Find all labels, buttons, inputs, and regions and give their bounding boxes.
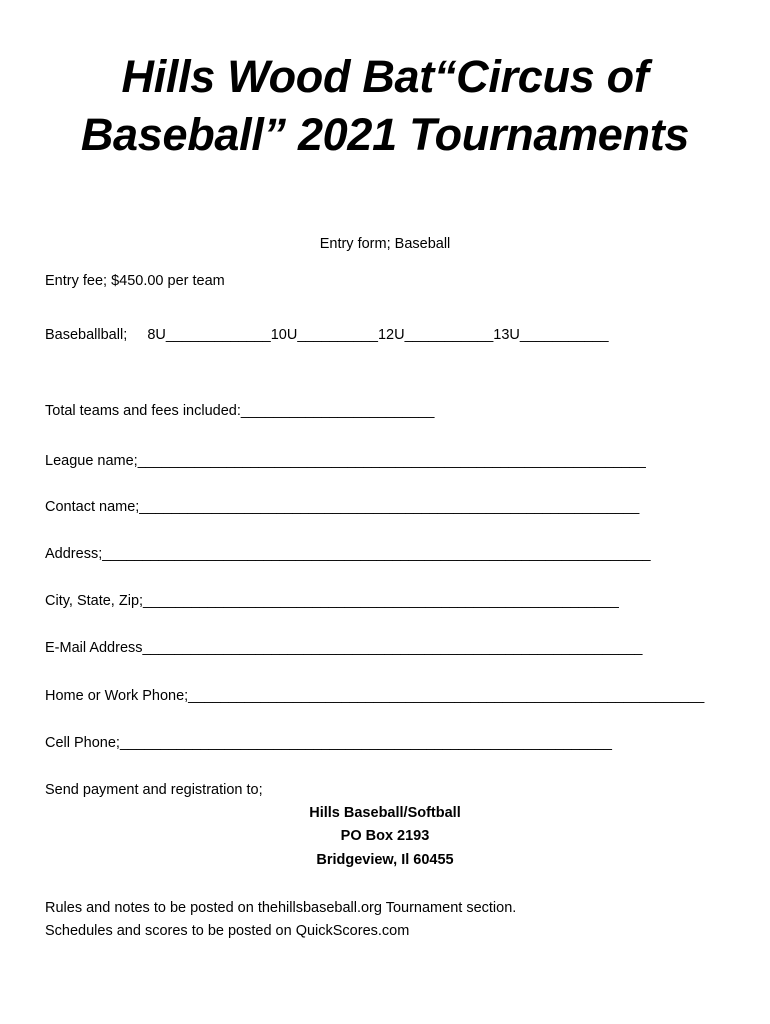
title-line-2: Baseball” 2021 Tournaments bbox=[80, 109, 690, 160]
home-work-phone-field[interactable]: Home or Work Phone;________________________________________________________________ bbox=[45, 688, 705, 704]
total-teams-field[interactable]: Total teams and fees included:________________________ bbox=[45, 403, 435, 419]
form-subtitle: Entry form; Baseball bbox=[319, 236, 451, 252]
division-fields[interactable]: Baseballball; 8U_____________10U__________12U___________13U___________ bbox=[45, 327, 609, 343]
title-line-1: Hills Wood Bat“Circus of bbox=[121, 51, 649, 102]
league-name-field[interactable]: League name;_______________________________________________________________ bbox=[45, 453, 646, 469]
entry-fee-text: Entry fee; $450.00 per team bbox=[45, 273, 225, 289]
city-state-zip-field[interactable]: City, State, Zip;___________________________________________________________ bbox=[45, 593, 619, 609]
contact-name-field[interactable]: Contact name;______________________________________________________________ bbox=[45, 499, 640, 515]
address-field[interactable]: Address;____________________________________________________________________ bbox=[45, 546, 651, 562]
payment-city: Bridgeview, Il 60455 bbox=[316, 852, 454, 868]
page-title bbox=[0, 48, 770, 164]
payment-po-box: PO Box 2193 bbox=[340, 828, 430, 844]
payment-intro: Send payment and registration to; bbox=[45, 782, 263, 798]
payment-org: Hills Baseball/Softball bbox=[309, 805, 461, 821]
rules-note: Rules and notes to be posted on thehillsbaseball.org Tournament section. bbox=[45, 900, 517, 916]
schedules-note: Schedules and scores to be posted on QuickScores.com bbox=[45, 923, 410, 939]
cell-phone-field[interactable]: Cell Phone;_____________________________________________________________ bbox=[45, 735, 612, 751]
email-field[interactable]: E-Mail Address______________________________________________________________ bbox=[45, 640, 643, 656]
